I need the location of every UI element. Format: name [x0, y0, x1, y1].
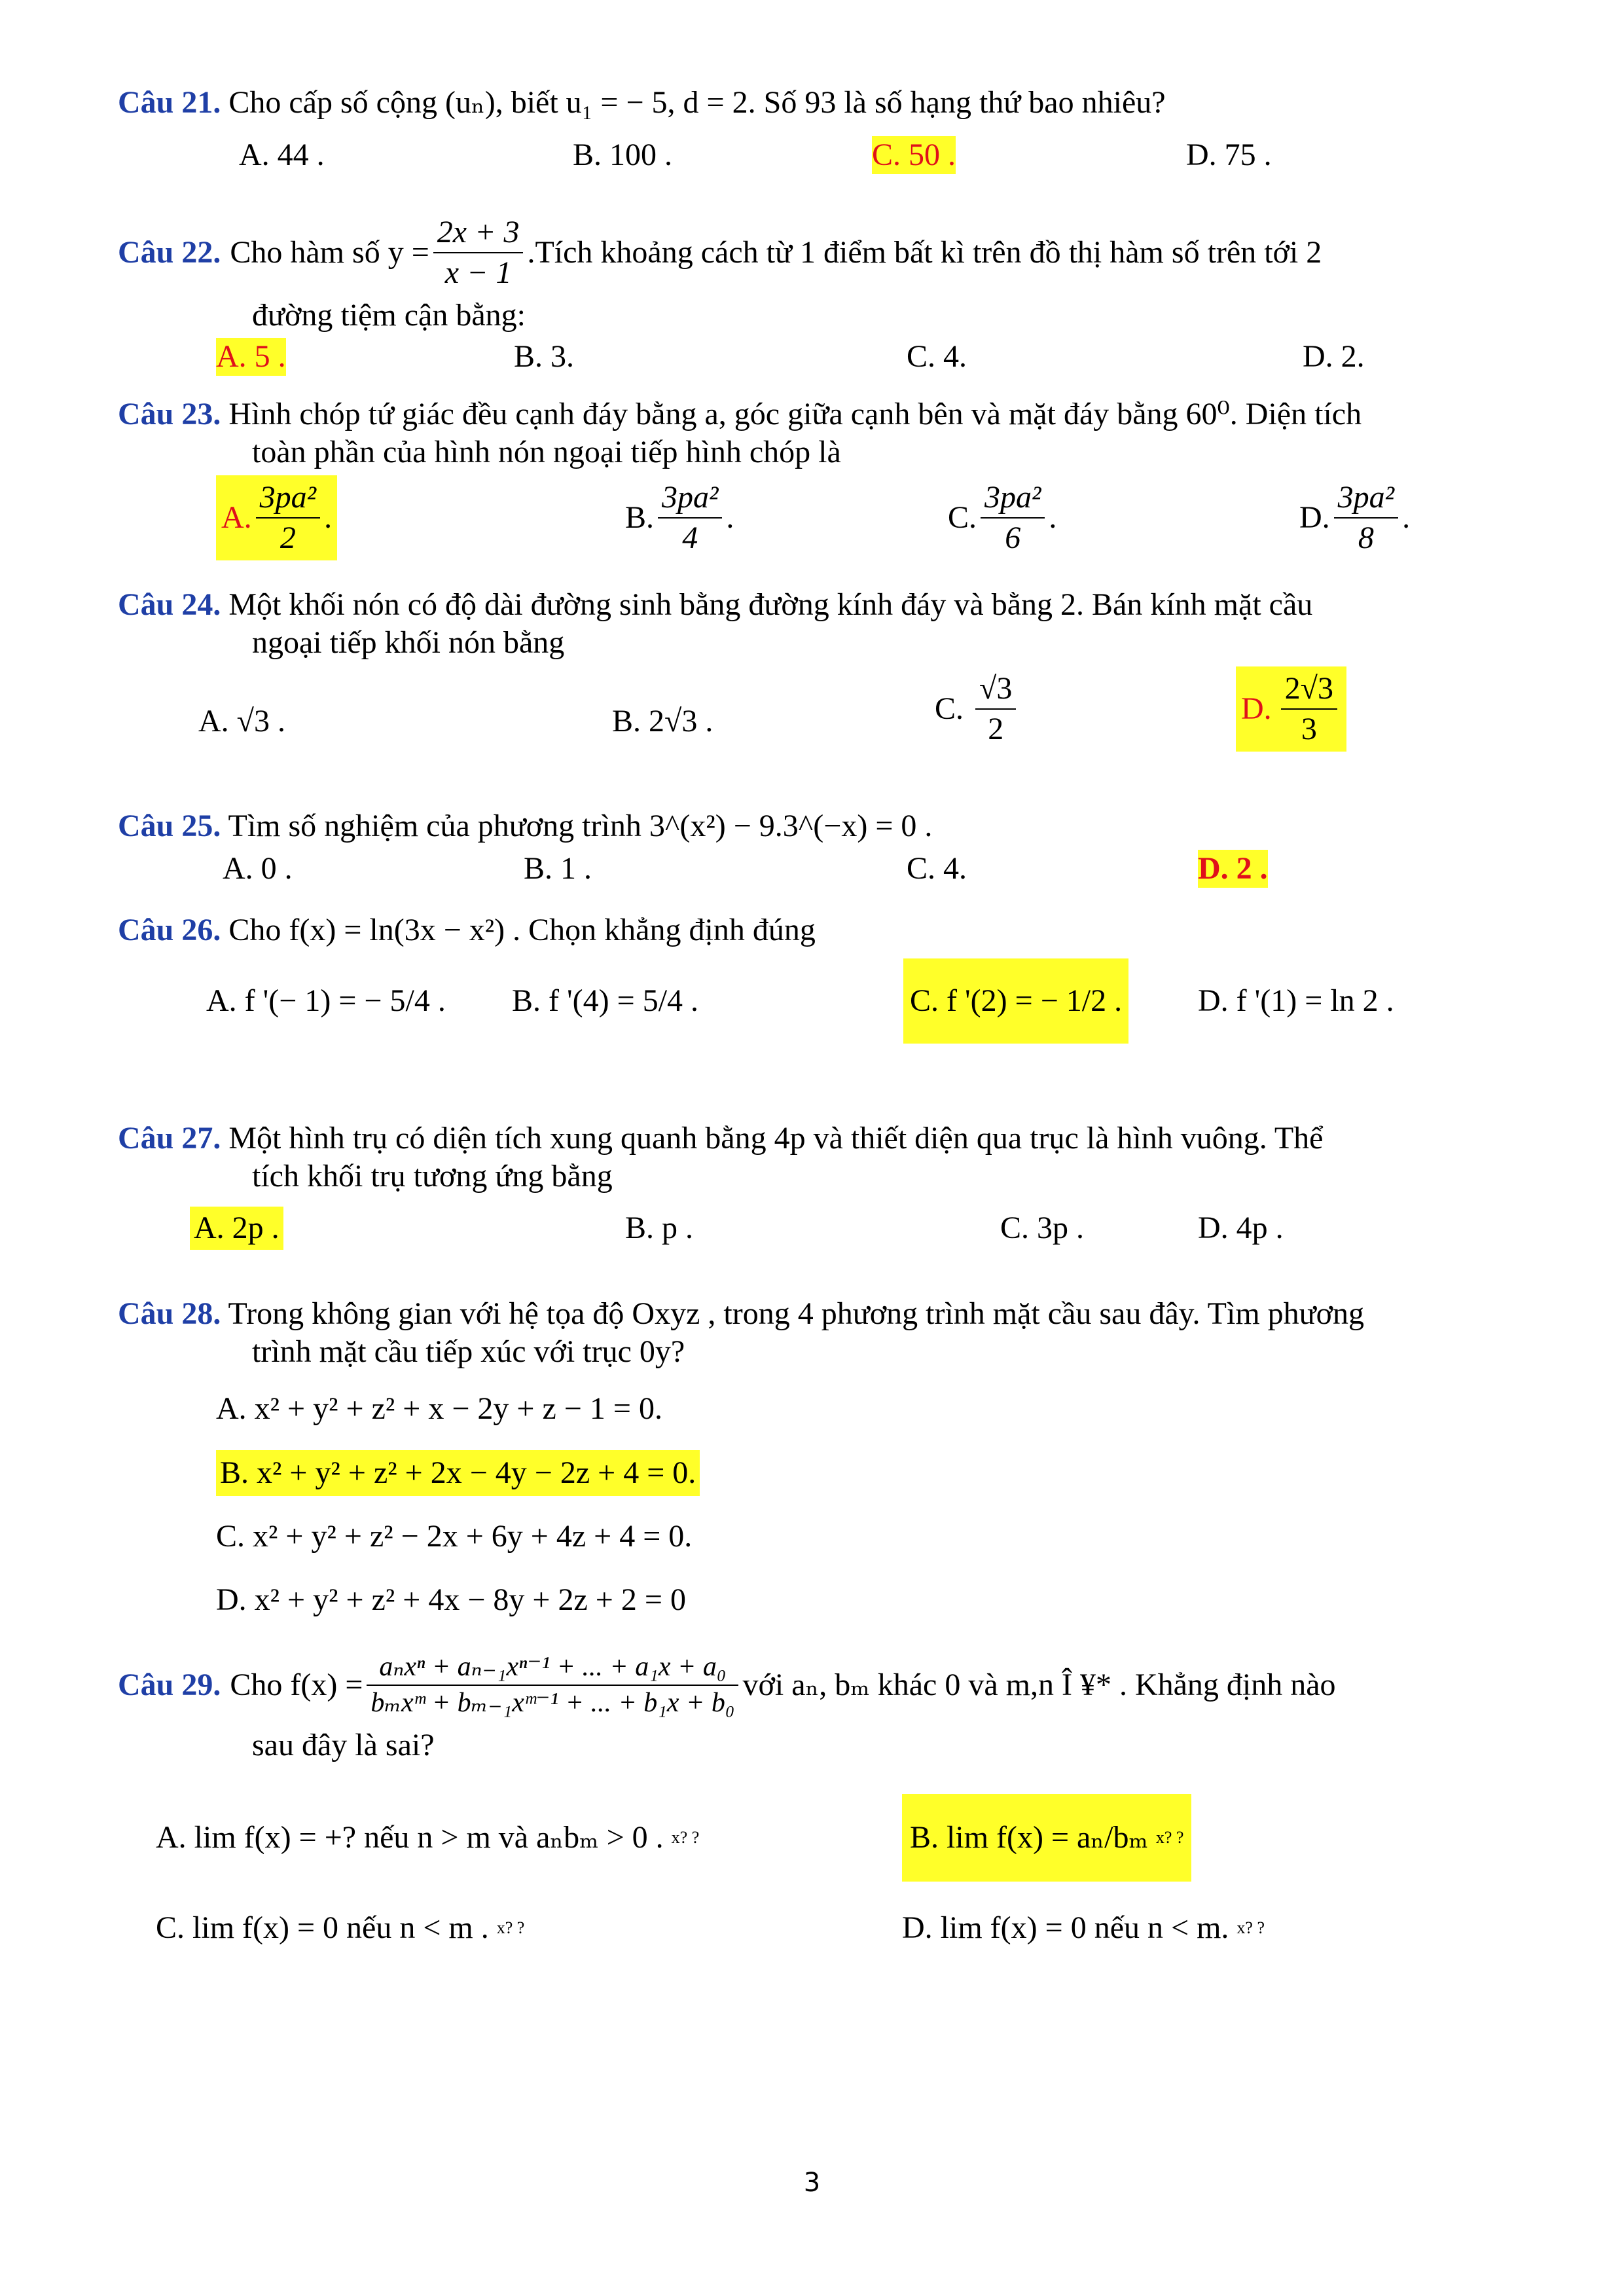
- q28-option-b[interactable]: B. x² + y² + z² + 2x − 4y − 2z + 4 = 0.: [216, 1450, 700, 1496]
- q23-option-b[interactable]: B. $\frac{\text{3pa²}}{4}$ .: [625, 478, 734, 558]
- question-text-line2: đường tiệm cận bằng:: [252, 298, 526, 333]
- q28-option-d[interactable]: D. x² + y² + z² + 4x − 8y + 2z + 2 = 0: [216, 1582, 686, 1617]
- question-26: [118, 911, 1545, 949]
- fraction-numerator: 3pa²: [981, 478, 1045, 519]
- fraction-numerator: 3pa²: [256, 478, 320, 519]
- q25-option-a[interactable]: A. 0 .: [223, 851, 293, 886]
- lim-sub-text: x? ?: [496, 1918, 525, 1937]
- option-text: A. lim f(x) = +? nếu n > m và aₙbₘ > 0 .: [156, 1820, 664, 1855]
- fraction-denominator: 2: [280, 520, 296, 555]
- q27-option-a[interactable]: A. 2p .: [190, 1207, 283, 1250]
- question-text: Một hình trụ có diện tích xung quanh bằng 4p và thiết diện qua trục là hình vuông. Thể: [228, 1121, 1324, 1156]
- question-27: [118, 1120, 1545, 1195]
- q24-option-c[interactable]: [935, 669, 1020, 749]
- q28-option-a[interactable]: A. x² + y² + z² + x − 2y + z − 1 = 0.: [216, 1391, 662, 1426]
- fraction: [1334, 478, 1398, 558]
- q21-option-a[interactable]: A. 44 .: [239, 137, 325, 172]
- question-label: Câu 21.: [118, 85, 221, 120]
- q21-option-b[interactable]: B. 100 .: [573, 137, 673, 172]
- question-label: Câu 28.: [118, 1296, 221, 1331]
- question-24: [118, 586, 1545, 661]
- question-label: Câu 27.: [118, 1121, 221, 1156]
- question-23: [118, 395, 1545, 471]
- fraction: [256, 478, 320, 558]
- q24-option-d[interactable]: [1236, 666, 1346, 752]
- question-text-line2: tích khối trụ tương ứng bằng: [252, 1158, 613, 1194]
- q29-option-a[interactable]: [156, 1819, 699, 1857]
- question-label: Câu 29.: [118, 1667, 221, 1702]
- page-number: 3: [803, 2168, 821, 2198]
- question-text-cont: .Tích khoảng cách từ 1 điểm bất kì trên đồ thị hàm số trên tới 2: [527, 235, 1322, 270]
- question-label: Câu 26.: [118, 913, 221, 947]
- fraction-numerator: aₙxⁿ + aₙ₋₁xⁿ⁻¹ + ... + a₁x + a₀: [367, 1650, 738, 1686]
- question-label: Câu 22.: [118, 235, 221, 270]
- q26-option-c[interactable]: C. f '(2) = − 1/2 .: [903, 958, 1128, 1044]
- option-text: D. lim f(x) = 0 nếu n < m.: [902, 1910, 1229, 1945]
- lim-sub-text: x? ?: [671, 1827, 700, 1847]
- question-text-cont: với aₙ, bₘ khác 0 và m,n Î ¥* . Khẳng định nào: [742, 1667, 1336, 1702]
- question-label: Câu 23.: [118, 397, 221, 431]
- question-text: Tìm số nghiệm của phương trình 3^(x²) − 9.3^(−x) = 0 .: [228, 809, 933, 843]
- fraction-denominator: 6: [1005, 520, 1021, 555]
- q26-option-b[interactable]: B. f '(4) = 5/4 .: [512, 983, 699, 1018]
- lim-sub-text: x? ?: [1236, 1918, 1265, 1937]
- question-text: Cho f(x) =: [230, 1667, 363, 1702]
- fraction-numerator: 2x + 3: [433, 213, 524, 253]
- question-text-line2: ngoại tiếp khối nón bằng: [252, 625, 565, 660]
- lim-subscript: [1236, 1920, 1265, 1937]
- option-letter: B.: [625, 500, 655, 536]
- question-label: Câu 24.: [118, 587, 221, 622]
- q23-option-c[interactable]: C. $\frac{\text{3pa²}}{6}$ .: [948, 478, 1056, 558]
- fraction-numerator: 3pa²: [658, 478, 722, 519]
- question-text-line2: trình mặt cầu tiếp xúc với trục 0y?: [252, 1334, 685, 1369]
- q29-option-c[interactable]: [156, 1909, 524, 1947]
- q21-option-d[interactable]: D. 75 .: [1186, 137, 1272, 172]
- question-21: [118, 84, 1545, 122]
- q28-option-c[interactable]: C. x² + y² + z² − 2x + 6y + 4z + 4 = 0.: [216, 1519, 693, 1554]
- option-letter: C.: [935, 691, 964, 727]
- question-25: [118, 807, 1545, 845]
- question-text-line2: sau đây là sai?: [252, 1728, 435, 1762]
- q27-option-d[interactable]: D. 4p .: [1198, 1211, 1284, 1245]
- q22-option-d[interactable]: D. 2.: [1303, 339, 1365, 374]
- question-text: Cho hàm số y =: [230, 235, 429, 270]
- question-28: [118, 1295, 1545, 1370]
- q24-option-a[interactable]: A. √3 .: [198, 704, 286, 738]
- fraction-denominator: 8: [1358, 520, 1374, 555]
- question-text-line2: toàn phần của hình nón ngoại tiếp hình chóp là: [252, 434, 841, 469]
- q27-option-c[interactable]: C. 3p .: [1000, 1211, 1085, 1245]
- fraction: [433, 213, 524, 293]
- option-text: C. lim f(x) = 0 nếu n < m .: [156, 1910, 489, 1945]
- fraction-denominator: 2: [988, 712, 1004, 746]
- lim-subscript: [672, 1829, 700, 1846]
- q26-option-d[interactable]: D. f '(1) = ln 2 .: [1198, 983, 1394, 1018]
- question-text: Hình chóp tứ giác đều cạnh đáy bằng a, góc giữa cạnh bên và mặt đáy bằng 60⁰. Diện tích: [228, 397, 1362, 431]
- lim-subscript: [497, 1920, 525, 1937]
- question-text: Trong không gian với hệ tọa độ Oxyz , trong 4 phương trình mặt cầu sau đây. Tìm phương: [228, 1296, 1365, 1331]
- question-21-stem: [118, 84, 1545, 122]
- fraction-numerator: 3pa²: [1334, 478, 1398, 519]
- q25-option-c[interactable]: C. 4.: [907, 851, 967, 886]
- question-label: Câu 25.: [118, 809, 221, 843]
- q22-option-b[interactable]: B. 3.: [514, 339, 575, 374]
- fraction: [975, 669, 1016, 749]
- fraction-denominator: 4: [682, 520, 698, 555]
- fraction-numerator: √3: [975, 669, 1016, 710]
- fraction-denominator: 3: [1301, 712, 1317, 746]
- q24-option-b[interactable]: B. 2√3 .: [612, 704, 713, 738]
- option-text: B. lim f(x) = aₙ/bₘ: [910, 1820, 1148, 1855]
- option-letter: D.: [1299, 500, 1330, 536]
- fraction-denominator: bₘxᵐ + bₘ₋₁xᵐ⁻¹ + ... + b₁x + b₀: [370, 1687, 735, 1718]
- fraction: [367, 1650, 738, 1720]
- option-letter: D.: [1241, 691, 1272, 727]
- q22-option-a[interactable]: A. 5 .: [216, 338, 286, 376]
- option-letter: A.: [221, 500, 252, 536]
- question-text: Một khối nón có độ dài đường sinh bằng đường kính đáy và bằng 2. Bán kính mặt cầu: [228, 587, 1313, 622]
- question-22: [118, 213, 1545, 335]
- q25-option-d[interactable]: D. 2 .: [1198, 850, 1268, 888]
- fraction: [1281, 669, 1337, 749]
- q25-option-b[interactable]: B. 1 .: [524, 851, 592, 886]
- question-29: [118, 1650, 1545, 1764]
- q26-option-a[interactable]: A. f '(− 1) = − 5/4 .: [206, 983, 446, 1018]
- q29-option-b[interactable]: [902, 1794, 1191, 1882]
- fraction-numerator: 2√3: [1281, 669, 1337, 710]
- lim-subscript: [1156, 1829, 1184, 1846]
- q29-option-d[interactable]: [902, 1909, 1265, 1947]
- q22-option-c[interactable]: C. 4.: [907, 339, 967, 374]
- q23-option-d[interactable]: D. $\frac{\text{3pa²}}{8}$ .: [1299, 478, 1410, 558]
- fraction-denominator: x − 1: [444, 255, 512, 290]
- fraction: [981, 478, 1045, 558]
- q27-option-b[interactable]: B. p .: [625, 1211, 694, 1245]
- q23-option-a[interactable]: A. $\frac{\text{3pa²}}{2}$ .: [216, 475, 337, 560]
- fraction: [658, 478, 722, 558]
- question-text: Cho cấp số cộng (uₙ), biết u₁ = − 5, d = 2. Số 93 là số hạng thứ bao nhiêu?: [228, 85, 1166, 120]
- option-letter: C.: [948, 500, 977, 536]
- q21-option-c[interactable]: C. 50 .: [872, 136, 956, 174]
- question-text: Cho f(x) = ln(3x − x²) . Chọn khẳng định đúng: [228, 913, 816, 947]
- lim-sub-text: x? ?: [1155, 1827, 1184, 1847]
